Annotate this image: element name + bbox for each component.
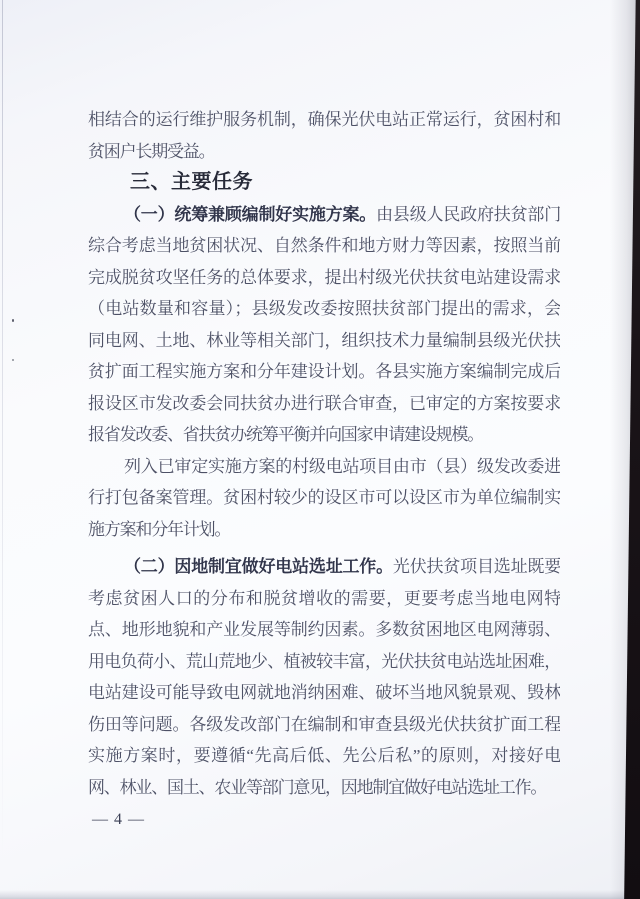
text-line [88, 388, 560, 420]
text-line [88, 772, 560, 804]
body-text: 由县级人民政府扶贫部门 [376, 204, 560, 224]
bold-lead-text: （一）统筹兼顾编制好实施方案。 [124, 204, 377, 224]
text-line [88, 356, 560, 388]
page-number: — 4 — [92, 811, 145, 828]
text-line [88, 740, 560, 772]
body-text: 相结合的运行维护服务机制，确保光伏电站正常运行，贫困村和 [88, 110, 560, 129]
body-text: 报设区市发改委会同扶贫办进行联合审查，已审定的方案按要求 [88, 393, 560, 413]
body-text: 同电网、土地、林业等相关部门，组织技术力量编制县级光伏扶 [88, 330, 560, 350]
body-text: 考虑贫困人口的分布和脱贫增收的需要，更要考虑当地电网特 [88, 588, 560, 608]
body-text: 伤田等问题。各级发改部门在编制和审查县级光伏扶贫扩面工程 [88, 714, 560, 734]
text-line [88, 646, 560, 678]
text-line [88, 583, 560, 615]
scan-bottom-shadow [0, 890, 640, 899]
body-text: 电站建设可能导致电网就地消纳困难、破坏当地风貌景观、毁林 [88, 683, 560, 702]
body-text: 施方案和分年计划。 [88, 519, 231, 539]
text-line [88, 104, 560, 136]
body-text: 实施方案时，要遵循“先高后低、先公后私”的原则，对接好电 [88, 746, 560, 765]
text-line [88, 419, 560, 451]
text-line [88, 709, 560, 741]
text-line [88, 482, 560, 514]
body-text: 综合考虑当地贫困状况、自然条件和地方财力等因素，按照当前 [88, 236, 560, 255]
body-text: 网、林业、国土、农业等部门意见，因地制宜做好电站选址工作。 [88, 777, 547, 797]
bold-lead-text: （二）因地制宜做好电站选址工作。 [124, 557, 393, 576]
text-line [88, 230, 560, 262]
body-text: 列入已审定实施方案的村级电站项目由市（县）级发改委进 [124, 456, 560, 476]
body-text: 完成脱贫攻坚任务的总体要求，提出村级光伏扶贫电站建设需求 [88, 267, 560, 287]
body-text: （电站数量和容量）；县级发改委按照扶贫部门提出的需求，会 [88, 299, 560, 318]
text-line [88, 293, 560, 325]
text-line [88, 199, 560, 231]
text-line [88, 677, 560, 709]
body-text: 光伏扶贫项目选址既要 [392, 557, 560, 576]
body-text: 用电负荷小、荒山荒地少、植被较丰富，光伏扶贫电站选址困难， [88, 651, 560, 671]
body-text: 贫困户长期受益。 [88, 141, 215, 161]
document-body [88, 104, 560, 803]
paragraph [88, 451, 560, 546]
section-heading: 三、主要任务 [130, 171, 253, 193]
scan-speck [12, 359, 14, 361]
body-text: 贫扩面工程实施方案和分年建设计划。各县实施方案编制完成后 [88, 362, 560, 381]
text-line [88, 325, 560, 357]
scan-left-edge-line [2, 0, 3, 860]
body-text: 报省发改委、省扶贫办统筹平衡并向国家申请建设规模。 [88, 425, 483, 444]
paragraph [88, 199, 560, 451]
scan-speck [12, 319, 14, 322]
paragraph [88, 104, 560, 167]
text-line [88, 551, 560, 583]
text-line [88, 451, 560, 483]
paragraph [88, 551, 560, 803]
body-text: 点、地形地貌和产业发展等制约因素。多数贫困地区电网薄弱、 [88, 620, 560, 639]
text-line [88, 514, 560, 546]
text-line [88, 262, 560, 294]
text-line [88, 136, 560, 168]
text-line [88, 614, 560, 646]
body-text: 行打包备案管理。贫困村较少的设区市可以设区市为单位编制实 [88, 488, 560, 507]
